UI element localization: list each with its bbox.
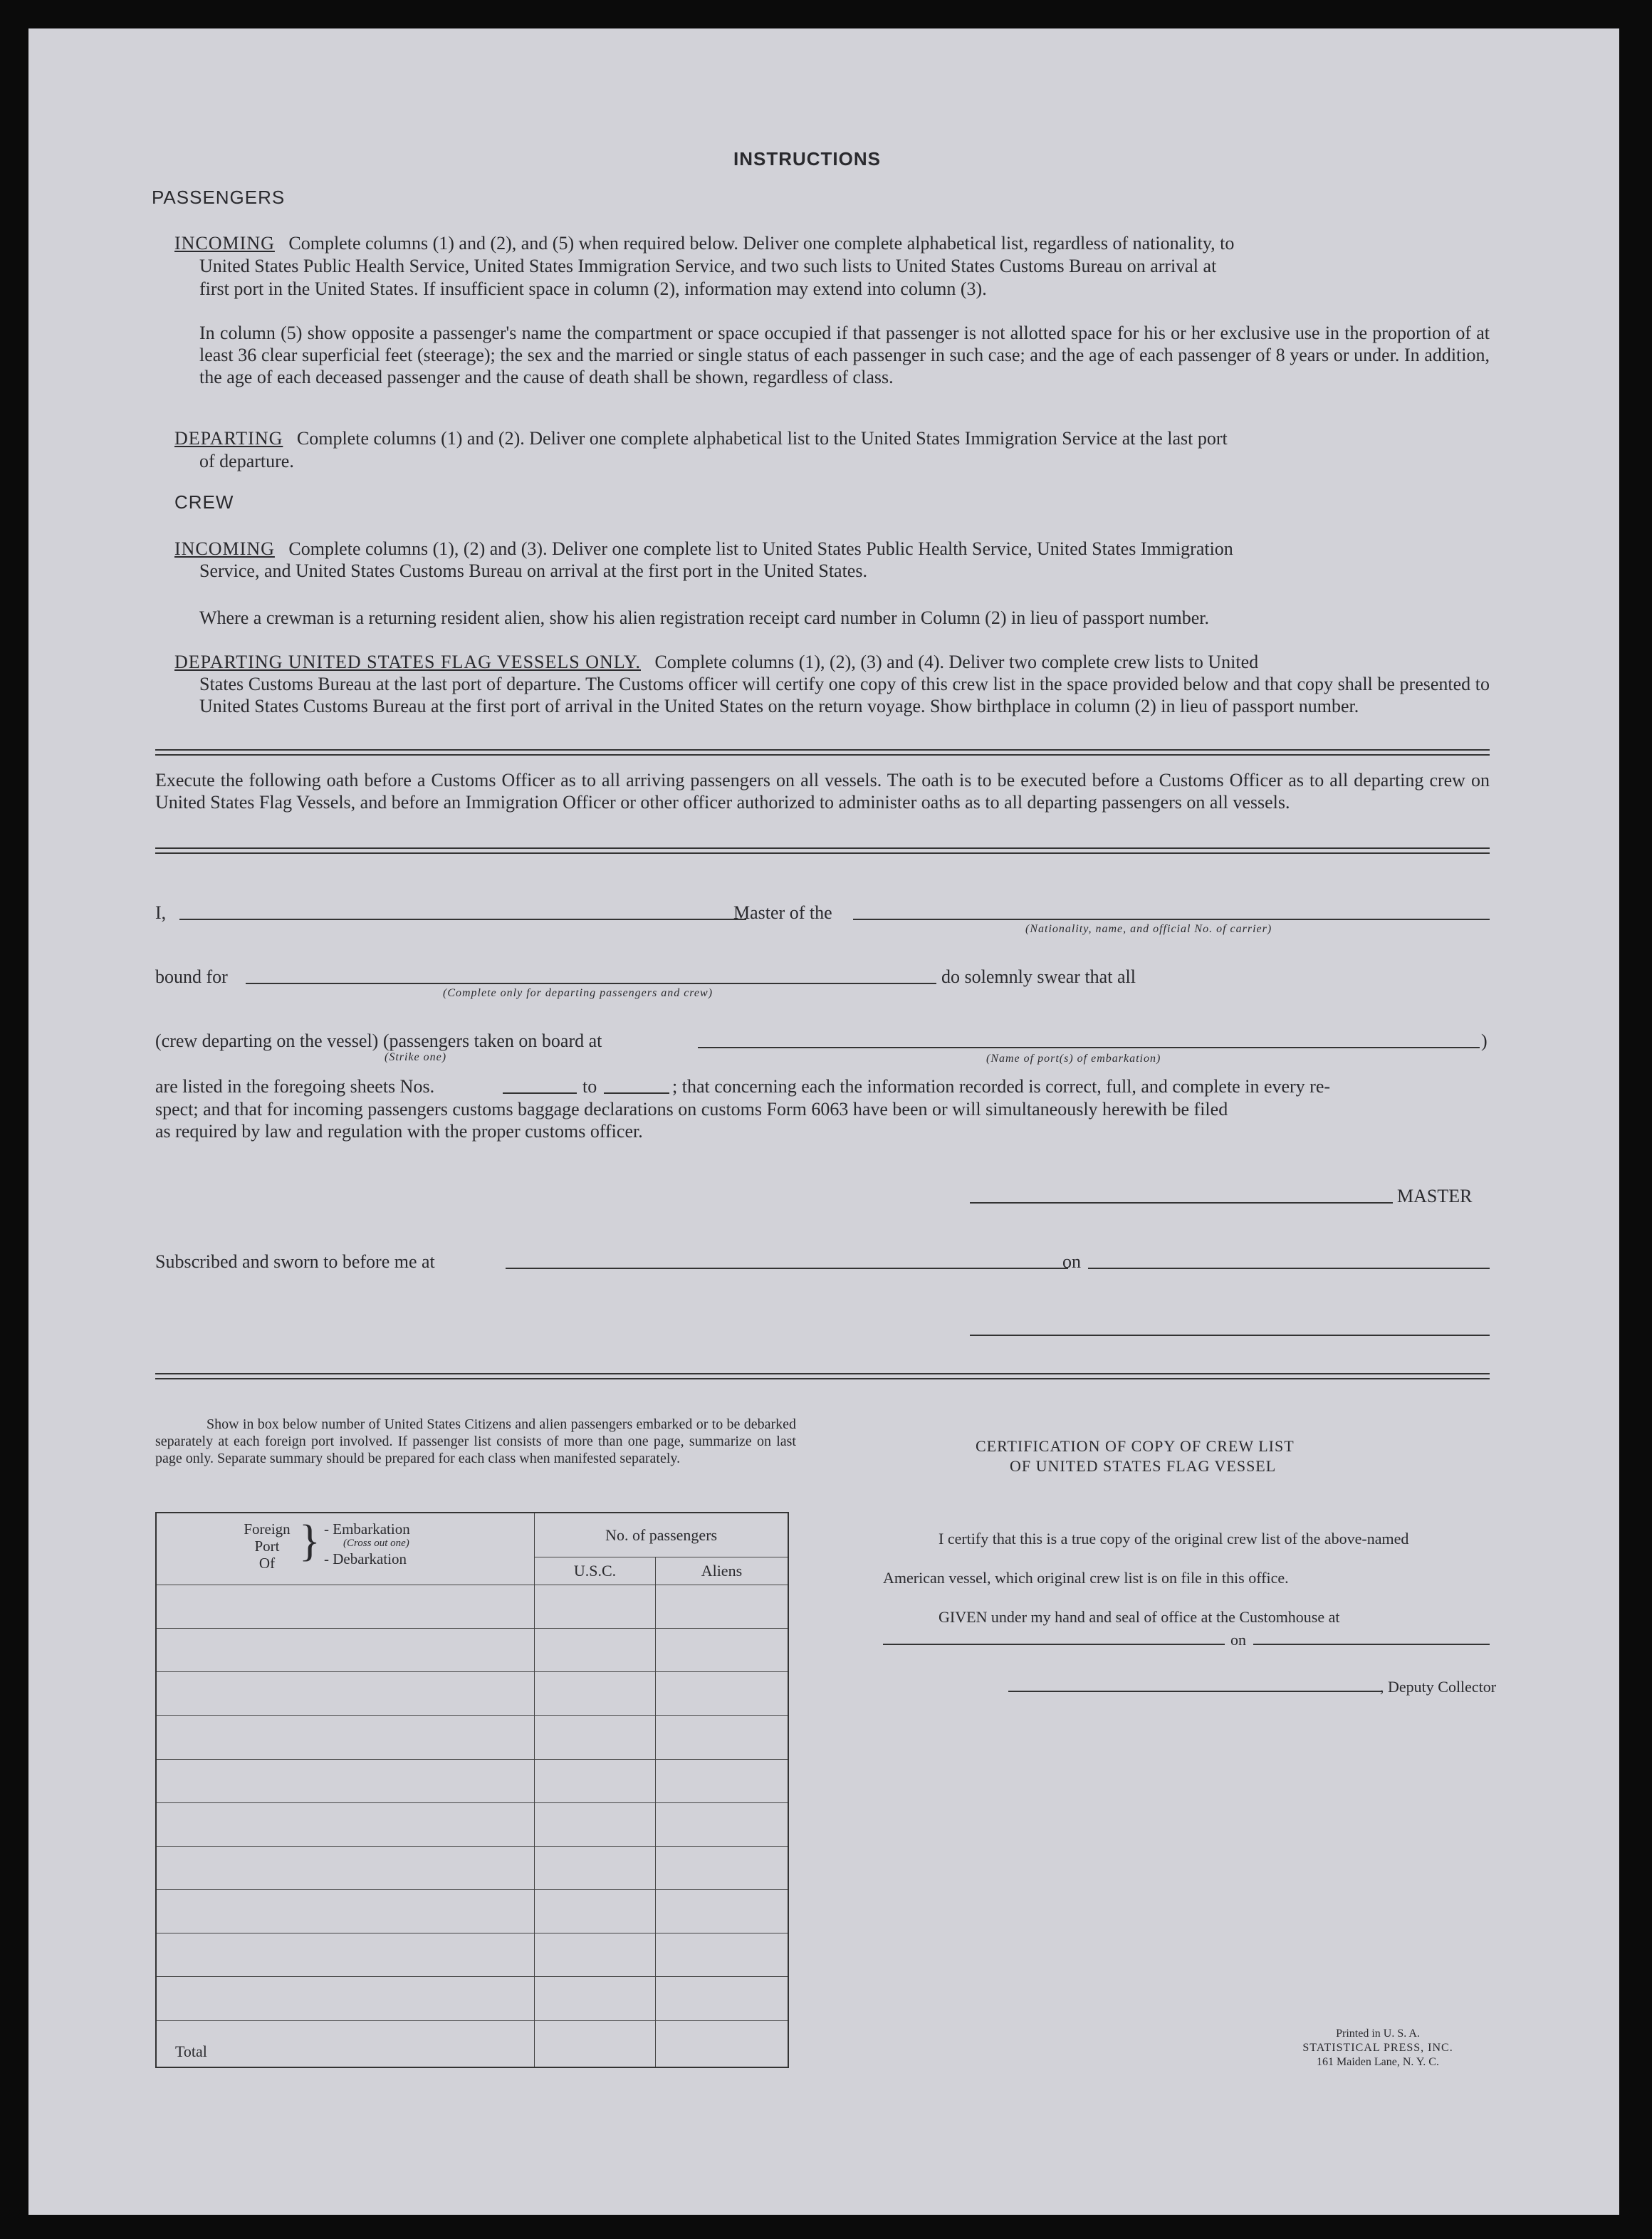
oath-close-paren: ) xyxy=(1481,1030,1488,1051)
passengers-incoming xyxy=(174,232,1492,254)
passengers-incoming-text-1: Complete columns (1) and (2), and (5) when required below. Deliver one complete alphabetical list, regardless of nationality, to xyxy=(288,233,1235,254)
crew-returning-resident: Where a crewman is a returning resident alien, show his alien registration receipt card number in Column (2) in lieu of passport number. xyxy=(199,607,1210,628)
total-aliens-cell[interactable] xyxy=(655,2020,788,2067)
passengers-departing xyxy=(174,427,1492,449)
certify-date-field[interactable] xyxy=(1253,1644,1490,1645)
embarkation-port-field[interactable] xyxy=(698,1047,1480,1048)
sworn-on-label: on xyxy=(1062,1251,1081,1272)
oath-crew-departing: (crew departing on the vessel) (passengers taken on board at xyxy=(155,1030,602,1051)
certify-line-2: American vessel, which original crew list is on file in this office. xyxy=(883,1569,1289,1587)
aliens-column-header: Aliens xyxy=(655,1557,788,1585)
crew-incoming xyxy=(174,538,1492,560)
officer-signature-field[interactable] xyxy=(970,1335,1490,1336)
aliens-cell[interactable] xyxy=(655,1802,788,1846)
table-row xyxy=(156,1802,788,1846)
ports-caption: (Name of port(s) of embarkation) xyxy=(986,1053,1161,1065)
aliens-cell[interactable] xyxy=(655,1672,788,1716)
oath-listed-4: as required by law and regulation with the proper customs officer. xyxy=(155,1121,643,1142)
aliens-cell[interactable] xyxy=(655,1629,788,1672)
crew-departing-text-2: States Customs Bureau at the last port of departure. The Customs officer will certify one copy of this crew list in the space provided below and that copy shall be presented to United States Customs Bureau at the first port of arrival in the United States on the return voyage. Show birthplace in column (2) in lieu of passport number. xyxy=(199,674,1490,716)
form-page xyxy=(28,28,1619,2215)
passengers-incoming-text-3: first port in the United States. If insufficient space in column (2), information may extend into column (3). xyxy=(199,278,987,299)
instructions-title: INSTRUCTIONS xyxy=(733,148,881,169)
sworn-place-field[interactable] xyxy=(506,1268,1068,1269)
aliens-cell[interactable] xyxy=(655,1846,788,1889)
oath-master-of-the: Master of the xyxy=(733,902,832,923)
crew-departing-label: DEPARTING UNITED STATES FLAG VESSELS ONLY. xyxy=(174,652,641,672)
execute-oath-paragraph: Execute the following oath before a Customs Officer as to all arriving passengers on all vessels. The oath is to be executed before a Customs Officer as to all departing crew on United States Flag Vessels, and before an Immigration Officer or other officer authorized to administer oaths as to all departing passengers on all vessels. xyxy=(155,770,1490,813)
usc-cell[interactable] xyxy=(535,1846,656,1889)
aliens-cell[interactable] xyxy=(655,1890,788,1933)
port-cell[interactable] xyxy=(156,1933,535,1977)
deputy-signature-field[interactable] xyxy=(1008,1691,1381,1692)
cross-out-caption: (Cross out one) xyxy=(343,1538,409,1549)
usc-column-header: U.S.C. xyxy=(535,1557,656,1585)
crew-incoming-text-2: Service, and United States Customs Bureau on arrival at the first port in the United States. xyxy=(199,560,867,581)
usc-cell[interactable] xyxy=(535,1585,656,1629)
divider-double-2 xyxy=(155,847,1490,854)
aliens-cell[interactable] xyxy=(655,1585,788,1629)
sworn-date-field[interactable] xyxy=(1088,1268,1490,1269)
port-cell[interactable] xyxy=(156,1629,535,1672)
table-row xyxy=(156,1933,788,1977)
carrier-field[interactable] xyxy=(853,919,1490,920)
usc-cell[interactable] xyxy=(535,1759,656,1802)
port-cell[interactable] xyxy=(156,1672,535,1716)
table-row xyxy=(156,1629,788,1672)
crew-heading: CREW xyxy=(174,491,234,513)
deputy-collector-label: , Deputy Collector xyxy=(1380,1678,1497,1696)
port-cell[interactable] xyxy=(156,1846,535,1889)
aliens-cell[interactable] xyxy=(655,1977,788,2020)
printer-line-1: Printed in U. S. A. xyxy=(1336,2027,1420,2040)
usc-cell[interactable] xyxy=(535,1672,656,1716)
printer-line-2: STATISTICAL PRESS, INC. xyxy=(1302,2042,1453,2054)
printer-imprint xyxy=(1296,2027,1460,2070)
sheet-from-field[interactable] xyxy=(503,1092,577,1094)
oath-swear: do solemnly swear that all xyxy=(941,966,1136,987)
passengers-incoming-text-2: United States Public Health Service, United States Immigration Service, and two such lists to United States Customs Bureau on arrival at xyxy=(199,256,1217,276)
total-label: Total xyxy=(156,2020,535,2067)
brace-glyph: } xyxy=(299,1517,320,1565)
no-of-passengers-header: No. of passengers xyxy=(535,1513,788,1557)
passengers-departing-text-1: Complete columns (1) and (2). Deliver one complete alphabetical list to the United States Immigration Service at the last port xyxy=(296,428,1228,449)
divider-double-3 xyxy=(155,1373,1490,1379)
crew-incoming-text-1: Complete columns (1), (2) and (3). Deliver one complete list to United States Public Health Service, United States Immigration xyxy=(288,538,1233,559)
usc-cell[interactable] xyxy=(535,1977,656,2020)
usc-cell[interactable] xyxy=(535,1890,656,1933)
table-row xyxy=(156,1890,788,1933)
aliens-cell[interactable] xyxy=(655,1759,788,1802)
master-label: MASTER xyxy=(1397,1186,1473,1206)
certification-title-2: OF UNITED STATES FLAG VESSEL xyxy=(1010,1457,1277,1475)
passengers-heading: PASSENGERS xyxy=(152,187,286,208)
given-line: GIVEN under my hand and seal of office at the Customhouse at xyxy=(939,1608,1340,1626)
bound-for-caption: (Complete only for departing passengers and crew) xyxy=(443,987,713,999)
crew-incoming-label: INCOMING xyxy=(174,538,275,559)
oath-listed-3: spect; and that for incoming passengers customs baggage declarations on customs Form 6063 have been or will simultaneously herewith be filed xyxy=(155,1099,1228,1120)
port-label: Port xyxy=(254,1538,280,1555)
passengers-departing-label: DEPARTING xyxy=(174,428,283,449)
crew-departing xyxy=(174,651,1492,673)
table-row xyxy=(156,1716,788,1759)
table-row xyxy=(156,1759,788,1802)
subscribed-label: Subscribed and sworn to before me at xyxy=(155,1251,435,1272)
oath-bound-for: bound for xyxy=(155,966,228,987)
foreign-port-header xyxy=(156,1513,535,1585)
aliens-cell[interactable] xyxy=(655,1716,788,1759)
usc-cell[interactable] xyxy=(535,1716,656,1759)
embarkation-option[interactable]: - Embarkation xyxy=(324,1520,410,1538)
certify-on-label: on xyxy=(1230,1631,1246,1649)
divider-double-1 xyxy=(155,749,1490,756)
master-name-field[interactable] xyxy=(179,919,746,920)
oath-listed-1: are listed in the foregoing sheets Nos. xyxy=(155,1076,435,1097)
oath-to: to xyxy=(582,1076,597,1097)
passengers-incoming-label: INCOMING xyxy=(174,233,275,254)
port-cell[interactable] xyxy=(156,1759,535,1802)
printer-line-3: 161 Maiden Lane, N. Y. C. xyxy=(1317,2056,1439,2068)
port-cell[interactable] xyxy=(156,1977,535,2020)
customhouse-field[interactable] xyxy=(883,1644,1225,1645)
summary-note: Show in box below number of United States Citizens and alien passengers embarked or to be debarked separately at each foreign port involved. If passenger list consists of more than one page, summarize on last page only. Separate summary should be prepared for each class when manifested separately. xyxy=(155,1416,796,1466)
strike-one-caption: (Strike one) xyxy=(385,1051,447,1063)
master-signature-field[interactable] xyxy=(970,1202,1393,1204)
port-cell[interactable] xyxy=(156,1716,535,1759)
oath-listed-2: ; that concerning each the information recorded is correct, full, and complete in every re- xyxy=(672,1076,1331,1097)
bound-for-field[interactable] xyxy=(246,983,936,984)
oath-i-label: I, xyxy=(155,902,167,923)
certification-title-1: CERTIFICATION OF COPY OF CREW LIST xyxy=(976,1437,1295,1455)
foreign-label: Foreign xyxy=(244,1520,291,1538)
crew-departing-text-1: Complete columns (1), (2), (3) and (4). Deliver two complete crew lists to United xyxy=(654,652,1259,672)
table-row xyxy=(156,1585,788,1629)
table-row xyxy=(156,1846,788,1889)
certify-line-1: I certify that this is a true copy of the original crew list of the above-named xyxy=(939,1530,1409,1548)
carrier-caption: (Nationality, name, and official No. of carrier) xyxy=(1025,923,1272,935)
usc-cell[interactable] xyxy=(535,1802,656,1846)
sheet-to-field[interactable] xyxy=(604,1092,669,1094)
table-row xyxy=(156,1672,788,1716)
of-label: Of xyxy=(258,1555,276,1572)
port-cell[interactable] xyxy=(156,1802,535,1846)
column5-paragraph: In column (5) show opposite a passenger's name the compartment or space occupied if that passenger is not allotted space for his or her exclusive use in the proportion of at least 36 clear superficial feet (steerage); the sex and the married or single status of each passenger in such case; and the age of each passenger of 8 years or under. In addition, the age of each deceased passenger and the cause of death shall be shown, regardless of class. xyxy=(199,323,1490,387)
debarkation-option[interactable]: - Debarkation xyxy=(324,1550,407,1567)
passenger-summary-table xyxy=(155,1512,789,2068)
usc-cell[interactable] xyxy=(535,1933,656,1977)
usc-cell[interactable] xyxy=(535,1629,656,1672)
total-usc-cell[interactable] xyxy=(535,2020,656,2067)
port-cell[interactable] xyxy=(156,1585,535,1629)
passengers-departing-text-2: of departure. xyxy=(199,451,294,471)
table-row xyxy=(156,1977,788,2020)
aliens-cell[interactable] xyxy=(655,1933,788,1977)
port-cell[interactable] xyxy=(156,1890,535,1933)
